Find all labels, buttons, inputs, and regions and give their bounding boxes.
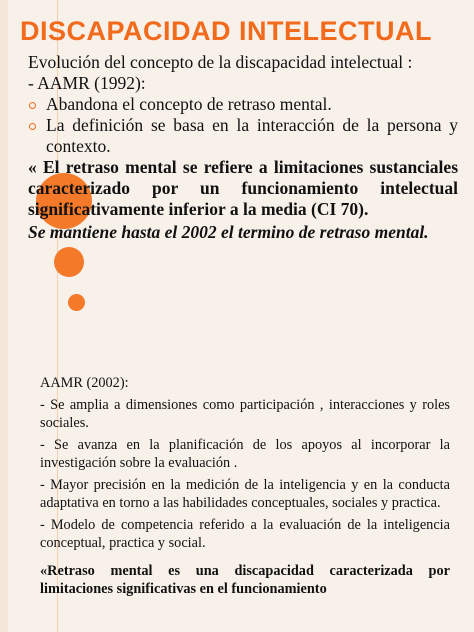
decorative-dot-small xyxy=(68,294,85,311)
bullet-text: Abandona el concepto de retraso mental. xyxy=(46,94,332,114)
decorative-dot-medium xyxy=(54,247,84,277)
note-text: Se mantiene hasta el 2002 el termino de retraso mental. xyxy=(28,222,429,242)
quote-1992: « El retraso mental se refiere a limitaciones sustanciales caracterizado por un funcionamiento intelectual significativamente inferior a la media (CI 70). xyxy=(28,157,458,219)
circle-bullet-icon xyxy=(29,123,36,130)
list-item: - Mayor precisión en la medición de la inteligencia y en la conducta adaptativa en torno a las habilidades conceptuales, sociales y practica. xyxy=(40,477,450,511)
page-title: DISCAPACIDAD INTELECTUAL xyxy=(20,16,432,46)
intro-text: Evolución del concepto de la discapacidad intelectual : xyxy=(28,52,413,72)
upper-text-block xyxy=(28,52,458,243)
bullet-text: La definición se basa en la interacción de la persona y contexto. xyxy=(46,115,458,156)
aamr-1992-heading: - AAMR (1992): xyxy=(28,73,146,93)
circle-bullet-icon xyxy=(29,102,36,109)
bullet-item xyxy=(28,115,458,157)
list-item: - Se avanza en la planificación de los apoyos al incorporar la investigación sobre la evaluación . xyxy=(40,437,450,471)
quote-2002: «Retraso mental es una discapacidad caracterizada por limitaciones significativas en el funcionamiento xyxy=(40,563,450,597)
left-edge-band xyxy=(0,0,8,632)
list-item: - Modelo de competencia referido a la evaluación de la inteligencia conceptual, practica y social. xyxy=(40,517,450,551)
aamr-2002-heading: AAMR (2002): xyxy=(40,375,129,391)
bullet-item xyxy=(28,94,458,115)
list-item: - Se amplia a dimensiones como participación , interacciones y roles sociales. xyxy=(40,397,450,431)
lower-text-block xyxy=(40,374,450,598)
